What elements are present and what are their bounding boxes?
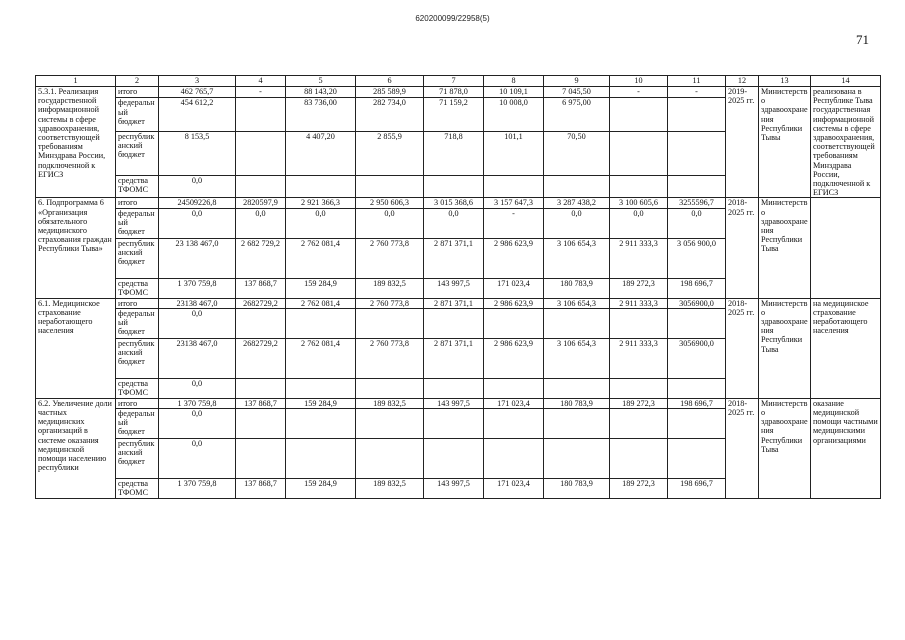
measure-period: 2018-2025 гг. <box>726 198 759 298</box>
page-number: 71 <box>856 32 869 47</box>
amount-cell: 0,0 <box>236 208 286 238</box>
column-header: 1 <box>36 76 116 87</box>
amount-cell <box>236 439 286 479</box>
amount-cell: 2 921 366,3 <box>286 198 356 208</box>
amount-cell: 3 106 654,3 <box>544 298 610 308</box>
amount-cell: 3255596,7 <box>668 198 726 208</box>
amount-cell: 189 272,3 <box>610 479 668 499</box>
amount-cell: 454 612,2 <box>159 98 236 131</box>
amount-cell: 198 696,7 <box>668 278 726 298</box>
amount-cell <box>484 409 544 439</box>
amount-cell: 0,0 <box>159 176 236 198</box>
amount-cell: 2 871 371,1 <box>424 238 484 278</box>
column-header: 14 <box>811 76 881 87</box>
amount-cell: 101,1 <box>484 131 544 175</box>
amount-cell: 189 272,3 <box>610 278 668 298</box>
amount-cell: 88 143,20 <box>286 87 356 98</box>
amount-cell: 71 159,2 <box>424 98 484 131</box>
amount-cell: 2 762 081,4 <box>286 298 356 308</box>
funding-source: итого <box>116 198 159 208</box>
amount-cell: 2682729,2 <box>236 338 286 378</box>
amount-cell: 2 762 081,4 <box>286 338 356 378</box>
amount-cell: 23138 467,0 <box>159 338 236 378</box>
amount-cell <box>424 439 484 479</box>
amount-cell <box>610 409 668 439</box>
amount-cell: 6 975,00 <box>544 98 610 131</box>
funding-source: республиканский бюджет <box>116 338 159 378</box>
funding-source: средства ТФОМС <box>116 176 159 198</box>
measure-executor: Министерство здравоохранения Республики Тыва <box>759 198 811 298</box>
funding-source: итого <box>116 298 159 308</box>
header-row <box>36 76 881 87</box>
measure-executor: Министерство здравоохранения Республики Тыва <box>759 298 811 398</box>
measure-period: 2019-2025 гг. <box>726 87 759 198</box>
amount-cell <box>610 439 668 479</box>
amount-cell: 83 736,00 <box>286 98 356 131</box>
amount-cell: 189 832,5 <box>356 479 424 499</box>
amount-cell: 159 284,9 <box>286 278 356 298</box>
amount-cell <box>610 378 668 398</box>
amount-cell: 2 950 606,3 <box>356 198 424 208</box>
amount-cell: 189 832,5 <box>356 278 424 298</box>
funding-source: республиканский бюджет <box>116 439 159 479</box>
amount-cell <box>236 98 286 131</box>
amount-cell: 2 760 773,8 <box>356 338 424 378</box>
amount-cell: 10 109,1 <box>484 87 544 98</box>
budget-table <box>35 75 881 499</box>
amount-cell: 10 008,0 <box>484 98 544 131</box>
amount-cell: 171 023,4 <box>484 398 544 408</box>
amount-cell: 0,0 <box>610 208 668 238</box>
amount-cell <box>610 98 668 131</box>
measure-name: 6. Подпрограмма 6 «Организация обязательного медицинского страхования граждан Республики Тыва» <box>36 198 116 298</box>
amount-cell: 171 023,4 <box>484 278 544 298</box>
amount-cell: 718,8 <box>424 131 484 175</box>
column-header: 2 <box>116 76 159 87</box>
amount-cell <box>424 176 484 198</box>
amount-cell <box>356 176 424 198</box>
amount-cell: 180 783,9 <box>544 278 610 298</box>
amount-cell: 2 986 623,9 <box>484 298 544 308</box>
amount-cell: - <box>610 87 668 98</box>
amount-cell: 180 783,9 <box>544 479 610 499</box>
amount-cell: 2 760 773,8 <box>356 298 424 308</box>
funding-source: федеральный бюджет <box>116 308 159 338</box>
amount-cell: 2 762 081,4 <box>286 238 356 278</box>
amount-cell: 2820597,9 <box>236 198 286 208</box>
amount-cell: 0,0 <box>159 308 236 338</box>
amount-cell <box>544 176 610 198</box>
amount-cell: 1 370 759,8 <box>159 479 236 499</box>
amount-cell: 0,0 <box>159 208 236 238</box>
amount-cell: 189 272,3 <box>610 398 668 408</box>
amount-cell <box>236 409 286 439</box>
amount-cell: 0,0 <box>159 409 236 439</box>
measure-period: 2018-2025 гг. <box>726 398 759 498</box>
amount-cell <box>236 308 286 338</box>
column-header: 11 <box>668 76 726 87</box>
amount-cell <box>544 378 610 398</box>
amount-cell: 198 696,7 <box>668 398 726 408</box>
amount-cell: 2682729,2 <box>236 298 286 308</box>
amount-cell: 8 153,5 <box>159 131 236 175</box>
amount-cell <box>286 308 356 338</box>
funding-source: федеральный бюджет <box>116 98 159 131</box>
column-header: 7 <box>424 76 484 87</box>
amount-cell: 3 056 900,0 <box>668 238 726 278</box>
amount-cell <box>356 308 424 338</box>
amount-cell: 143 997,5 <box>424 278 484 298</box>
amount-cell: 0,0 <box>668 208 726 238</box>
amount-cell: 2 871 371,1 <box>424 298 484 308</box>
amount-cell: 198 696,7 <box>668 479 726 499</box>
amount-cell <box>424 308 484 338</box>
amount-cell: 3 106 654,3 <box>544 238 610 278</box>
amount-cell: 70,50 <box>544 131 610 175</box>
amount-cell: 3 106 654,3 <box>544 338 610 378</box>
table-row <box>36 398 881 408</box>
amount-cell <box>668 308 726 338</box>
amount-cell <box>286 176 356 198</box>
amount-cell: 159 284,9 <box>286 479 356 499</box>
amount-cell <box>544 308 610 338</box>
amount-cell: 2 986 623,9 <box>484 238 544 278</box>
amount-cell <box>610 308 668 338</box>
column-header: 9 <box>544 76 610 87</box>
funding-source: федеральный бюджет <box>116 208 159 238</box>
measure-result: оказание медицинской помощи частными медицинскими организациями <box>811 398 881 498</box>
amount-cell: 462 765,7 <box>159 87 236 98</box>
column-header: 3 <box>159 76 236 87</box>
amount-cell: 3 287 438,2 <box>544 198 610 208</box>
amount-cell: 0,0 <box>356 208 424 238</box>
amount-cell <box>286 378 356 398</box>
measure-name: 6.1. Медицинское страхование неработающего населения <box>36 298 116 398</box>
measure-executor: Министерство здравоохранения Республики Тыва <box>759 398 811 498</box>
amount-cell: 2 855,9 <box>356 131 424 175</box>
amount-cell <box>236 176 286 198</box>
funding-source: средства ТФОМС <box>116 479 159 499</box>
amount-cell: 3056900,0 <box>668 298 726 308</box>
amount-cell: 3 157 647,3 <box>484 198 544 208</box>
column-header: 4 <box>236 76 286 87</box>
amount-cell: 0,0 <box>159 439 236 479</box>
amount-cell: 285 589,9 <box>356 87 424 98</box>
amount-cell: 189 832,5 <box>356 398 424 408</box>
amount-cell: 282 734,0 <box>356 98 424 131</box>
amount-cell: 3 100 605,6 <box>610 198 668 208</box>
measure-executor: Министерство здравоохранения Республики Тывы <box>759 87 811 198</box>
amount-cell: 3 015 368,6 <box>424 198 484 208</box>
amount-cell: - <box>236 87 286 98</box>
table-row <box>36 198 881 208</box>
amount-cell: 0,0 <box>286 208 356 238</box>
amount-cell <box>286 439 356 479</box>
amount-cell <box>286 409 356 439</box>
measure-name: 6.2. Увеличение доли частных медицинских организаций в системе оказания медицинской помощи населению республики <box>36 398 116 498</box>
column-header: 13 <box>759 76 811 87</box>
amount-cell: 137 868,7 <box>236 479 286 499</box>
amount-cell: 159 284,9 <box>286 398 356 408</box>
measure-name: 5.3.1. Реализация государственной информационной системы в сфере здравоохранения, соответствующей требованиям Минздрава России, подключенной к ЕГИСЗ <box>36 87 116 198</box>
amount-cell: 71 878,0 <box>424 87 484 98</box>
funding-source: республиканский бюджет <box>116 131 159 175</box>
amount-cell: 0,0 <box>159 378 236 398</box>
amount-cell <box>424 409 484 439</box>
amount-cell: 1 370 759,8 <box>159 398 236 408</box>
amount-cell: - <box>484 208 544 238</box>
amount-cell <box>424 378 484 398</box>
column-header: 5 <box>286 76 356 87</box>
column-header: 12 <box>726 76 759 87</box>
amount-cell <box>668 98 726 131</box>
amount-cell <box>356 439 424 479</box>
amount-cell: 137 868,7 <box>236 398 286 408</box>
funding-source: республиканский бюджет <box>116 238 159 278</box>
column-header: 10 <box>610 76 668 87</box>
amount-cell: 2 911 333,3 <box>610 238 668 278</box>
amount-cell: 171 023,4 <box>484 479 544 499</box>
amount-cell <box>610 176 668 198</box>
measure-result: на медицинское страхование неработающего населения <box>811 298 881 398</box>
amount-cell: 2 986 623,9 <box>484 338 544 378</box>
funding-source: федеральный бюджет <box>116 409 159 439</box>
amount-cell: 7 045,50 <box>544 87 610 98</box>
column-header: 6 <box>356 76 424 87</box>
amount-cell: 24509226,8 <box>159 198 236 208</box>
amount-cell <box>668 131 726 175</box>
measure-result: реализована в Республике Тыва государственная информационной системы в сфере здравоохранения, соответствующей требованиям Минздрава России, подключенной к ЕГИСЗ <box>811 87 881 198</box>
amount-cell <box>356 409 424 439</box>
amount-cell: 143 997,5 <box>424 479 484 499</box>
amount-cell <box>484 378 544 398</box>
amount-cell: 1 370 759,8 <box>159 278 236 298</box>
amount-cell: 23138 467,0 <box>159 298 236 308</box>
funding-source: средства ТФОМС <box>116 378 159 398</box>
funding-source: итого <box>116 398 159 408</box>
column-header: 8 <box>484 76 544 87</box>
amount-cell: 2 871 371,1 <box>424 338 484 378</box>
amount-cell: - <box>668 87 726 98</box>
amount-cell: 23 138 467,0 <box>159 238 236 278</box>
amount-cell <box>484 176 544 198</box>
measure-result <box>811 198 881 298</box>
measure-period: 2018-2025 гг. <box>726 298 759 398</box>
amount-cell <box>484 439 544 479</box>
amount-cell: 4 407,20 <box>286 131 356 175</box>
amount-cell <box>668 409 726 439</box>
funding-source: итого <box>116 87 159 98</box>
funding-source: средства ТФОМС <box>116 278 159 298</box>
amount-cell <box>544 439 610 479</box>
amount-cell: 2 682 729,2 <box>236 238 286 278</box>
amount-cell <box>236 378 286 398</box>
amount-cell <box>544 409 610 439</box>
document-number: 620200099/22958(5) <box>415 14 490 23</box>
amount-cell: 2 911 333,3 <box>610 338 668 378</box>
amount-cell <box>610 131 668 175</box>
amount-cell: 2 911 333,3 <box>610 298 668 308</box>
amount-cell: 0,0 <box>544 208 610 238</box>
amount-cell <box>668 176 726 198</box>
amount-cell <box>236 131 286 175</box>
amount-cell <box>668 439 726 479</box>
amount-cell <box>668 378 726 398</box>
amount-cell: 180 783,9 <box>544 398 610 408</box>
amount-cell: 0,0 <box>424 208 484 238</box>
amount-cell <box>356 378 424 398</box>
amount-cell <box>484 308 544 338</box>
amount-cell: 137 868,7 <box>236 278 286 298</box>
amount-cell: 2 760 773,8 <box>356 238 424 278</box>
amount-cell: 143 997,5 <box>424 398 484 408</box>
table-row <box>36 298 881 308</box>
amount-cell: 3056900,0 <box>668 338 726 378</box>
table-row <box>36 87 881 98</box>
